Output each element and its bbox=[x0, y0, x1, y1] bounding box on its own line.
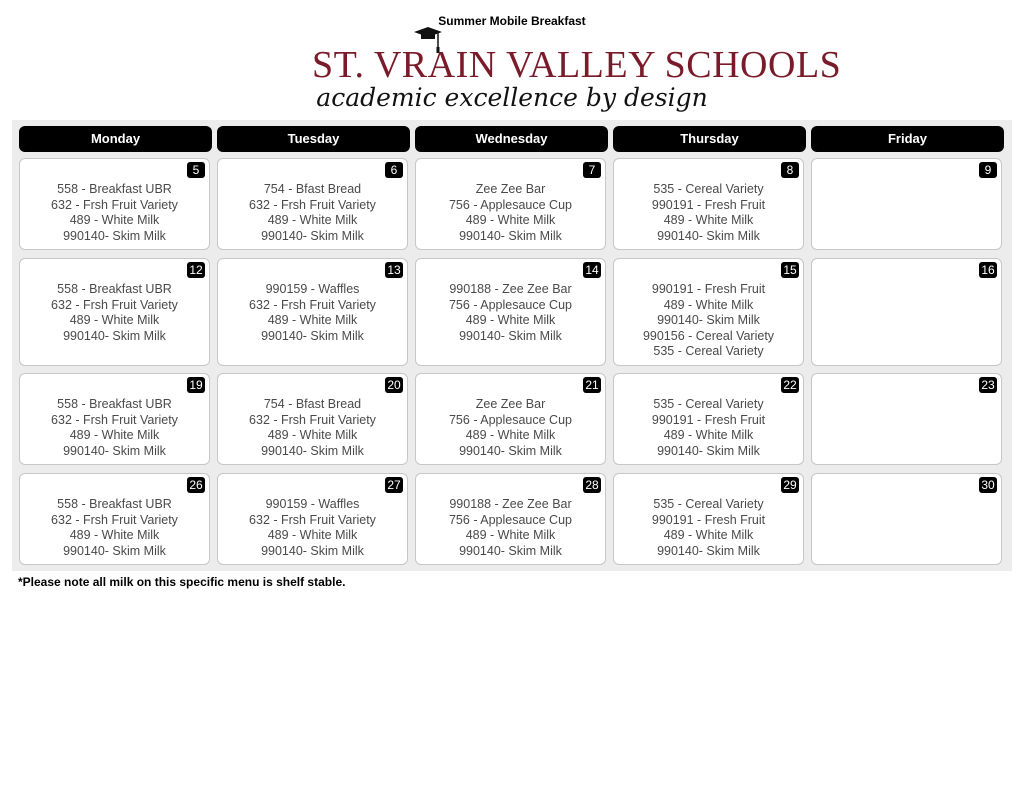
calendar-day-cell bbox=[19, 373, 210, 465]
school-logo bbox=[312, 26, 842, 116]
menu-item: 632 - Frsh Fruit Variety bbox=[249, 412, 376, 427]
day-number-badge: 7 bbox=[583, 162, 601, 178]
menu-item: 489 - White Milk bbox=[267, 213, 358, 227]
menu-items-list bbox=[20, 497, 209, 559]
day-number-badge: 9 bbox=[979, 162, 997, 178]
day-number-badge: 12 bbox=[187, 262, 205, 278]
menu-item: 489 - White Milk bbox=[465, 528, 556, 542]
menu-item: 990140- Skim Milk bbox=[459, 543, 562, 558]
menu-items-list bbox=[218, 182, 407, 244]
menu-item: 990140- Skim Milk bbox=[63, 328, 166, 343]
day-number-badge: 5 bbox=[187, 162, 205, 178]
menu-item: 756 - Applesauce Cup bbox=[448, 512, 572, 527]
menu-item: 990159 - Waffles bbox=[265, 282, 360, 296]
calendar-day-cell bbox=[415, 373, 606, 465]
day-header-friday: Friday bbox=[811, 126, 1004, 152]
menu-item: 990140- Skim Milk bbox=[261, 328, 364, 343]
menu-items-list bbox=[20, 282, 209, 344]
day-number-badge: 15 bbox=[781, 262, 799, 278]
day-number-badge: 21 bbox=[583, 377, 601, 393]
menu-item: 632 - Frsh Fruit Variety bbox=[51, 197, 178, 212]
menu-items-list bbox=[20, 397, 209, 459]
calendar-day-cell bbox=[217, 158, 408, 250]
menu-item: 558 - Breakfast UBR bbox=[57, 397, 172, 411]
calendar-day-cell bbox=[19, 473, 210, 565]
day-header-tuesday: Tuesday bbox=[217, 126, 410, 152]
menu-item: 990140- Skim Milk bbox=[459, 328, 562, 343]
menu-item: 990140- Skim Milk bbox=[63, 443, 166, 458]
menu-item: 990140- Skim Milk bbox=[657, 313, 760, 327]
menu-item: 489 - White Milk bbox=[465, 428, 556, 442]
menu-item: 489 - White Milk bbox=[69, 528, 160, 542]
menu-item: 990140- Skim Milk bbox=[261, 228, 364, 243]
menu-item: 489 - White Milk bbox=[267, 313, 358, 327]
logo-tagline: academic excellence by design bbox=[316, 83, 708, 112]
menu-item: 489 - White Milk bbox=[663, 428, 754, 442]
calendar-day-cell bbox=[613, 258, 804, 366]
menu-item: 535 - Cereal Variety bbox=[653, 497, 764, 511]
logo-wordmark: ST. VRAIN VALLEY SCHOOLS bbox=[312, 44, 842, 86]
menu-item: 990191 - Fresh Fruit bbox=[651, 412, 766, 427]
menu-item: 990159 - Waffles bbox=[265, 497, 360, 511]
menu-item: 489 - White Milk bbox=[663, 297, 754, 312]
breakfast-calendar bbox=[12, 120, 1012, 571]
menu-item: 632 - Frsh Fruit Variety bbox=[51, 512, 178, 527]
menu-item: 632 - Frsh Fruit Variety bbox=[249, 297, 376, 312]
menu-items-list bbox=[416, 397, 605, 459]
menu-item: 535 - Cereal Variety bbox=[653, 182, 764, 196]
menu-item: 489 - White Milk bbox=[465, 213, 556, 227]
day-number-badge: 26 bbox=[187, 477, 205, 493]
menu-item: 489 - White Milk bbox=[663, 213, 754, 227]
menu-title: Summer Mobile Breakfast bbox=[438, 14, 586, 28]
day-number-badge: 16 bbox=[979, 262, 997, 278]
menu-item: 990140- Skim Milk bbox=[657, 543, 760, 558]
calendar-day-cell bbox=[811, 258, 1002, 366]
day-number-badge: 19 bbox=[187, 377, 205, 393]
day-number-badge: 23 bbox=[979, 377, 997, 393]
menu-item: 990188 - Zee Zee Bar bbox=[449, 282, 572, 296]
menu-item: 990191 - Fresh Fruit bbox=[651, 512, 766, 527]
menu-item: 756 - Applesauce Cup bbox=[448, 197, 572, 212]
day-number-badge: 8 bbox=[781, 162, 799, 178]
menu-item: 489 - White Milk bbox=[267, 528, 358, 542]
menu-items-list bbox=[614, 182, 803, 244]
menu-items-list bbox=[614, 497, 803, 559]
menu-item: 632 - Frsh Fruit Variety bbox=[249, 512, 376, 527]
calendar-day-cell bbox=[613, 373, 804, 465]
day-number-badge: 29 bbox=[781, 477, 799, 493]
menu-item: 990140- Skim Milk bbox=[657, 228, 760, 243]
menu-item: 990188 - Zee Zee Bar bbox=[449, 497, 572, 511]
day-header-monday: Monday bbox=[19, 126, 212, 152]
menu-item: 756 - Applesauce Cup bbox=[448, 412, 572, 427]
menu-item: 489 - White Milk bbox=[663, 528, 754, 542]
menu-item: 756 - Applesauce Cup bbox=[448, 297, 572, 312]
day-number-badge: 22 bbox=[781, 377, 799, 393]
menu-item: 990140- Skim Milk bbox=[459, 443, 562, 458]
day-number-badge: 27 bbox=[385, 477, 403, 493]
menu-item: 990140- Skim Milk bbox=[657, 443, 760, 458]
menu-item: 990140- Skim Milk bbox=[261, 543, 364, 558]
calendar-day-cell bbox=[613, 473, 804, 565]
menu-item: 535 - Cereal Variety bbox=[653, 397, 764, 411]
shelf-stable-note: *Please note all milk on this specific menu is shelf stable. bbox=[18, 575, 346, 589]
menu-items-list bbox=[218, 397, 407, 459]
calendar-day-cell bbox=[415, 258, 606, 366]
day-header-wednesday: Wednesday bbox=[415, 126, 608, 152]
day-number-badge: 13 bbox=[385, 262, 403, 278]
calendar-day-cell bbox=[19, 158, 210, 250]
calendar-day-cell bbox=[19, 258, 210, 366]
menu-items-list bbox=[416, 282, 605, 344]
menu-item: 990140- Skim Milk bbox=[63, 228, 166, 243]
menu-item: 558 - Breakfast UBR bbox=[57, 497, 172, 511]
menu-item: 754 - Bfast Bread bbox=[263, 397, 362, 411]
menu-item: 489 - White Milk bbox=[267, 428, 358, 442]
day-header-thursday: Thursday bbox=[613, 126, 806, 152]
menu-item: 535 - Cereal Variety bbox=[653, 344, 764, 358]
calendar-day-cell bbox=[217, 258, 408, 366]
menu-items-list bbox=[416, 497, 605, 559]
menu-item: Zee Zee Bar bbox=[475, 182, 546, 196]
menu-item: 489 - White Milk bbox=[69, 313, 160, 327]
menu-item: 754 - Bfast Bread bbox=[263, 182, 362, 196]
menu-item: 558 - Breakfast UBR bbox=[57, 282, 172, 296]
calendar-day-cell bbox=[217, 473, 408, 565]
menu-item: 632 - Frsh Fruit Variety bbox=[249, 197, 376, 212]
menu-items-list bbox=[416, 182, 605, 244]
menu-items-list bbox=[614, 282, 803, 360]
day-number-badge: 28 bbox=[583, 477, 601, 493]
calendar-day-cell bbox=[217, 373, 408, 465]
menu-item: 558 - Breakfast UBR bbox=[57, 182, 172, 196]
menu-item: 489 - White Milk bbox=[465, 313, 556, 327]
menu-item: 632 - Frsh Fruit Variety bbox=[51, 297, 178, 312]
calendar-day-cell bbox=[613, 158, 804, 250]
calendar-day-cell bbox=[415, 158, 606, 250]
menu-item: 489 - White Milk bbox=[69, 428, 160, 442]
menu-items-list bbox=[218, 282, 407, 344]
calendar-day-cell bbox=[811, 158, 1002, 250]
day-number-badge: 6 bbox=[385, 162, 403, 178]
menu-item: 990191 - Fresh Fruit bbox=[651, 282, 766, 296]
menu-item: Zee Zee Bar bbox=[475, 397, 546, 411]
menu-item: 489 - White Milk bbox=[69, 213, 160, 227]
day-number-badge: 30 bbox=[979, 477, 997, 493]
day-number-badge: 20 bbox=[385, 377, 403, 393]
menu-item: 990191 - Fresh Fruit bbox=[651, 197, 766, 212]
menu-items-list bbox=[218, 497, 407, 559]
menu-item: 632 - Frsh Fruit Variety bbox=[51, 412, 178, 427]
menu-item: 990140- Skim Milk bbox=[261, 443, 364, 458]
calendar-day-cell bbox=[811, 373, 1002, 465]
menu-item: 990140- Skim Milk bbox=[459, 228, 562, 243]
menu-items-list bbox=[20, 182, 209, 244]
calendar-day-cell bbox=[415, 473, 606, 565]
menu-item: 990156 - Cereal Variety bbox=[642, 328, 775, 343]
menu-items-list bbox=[614, 397, 803, 459]
calendar-day-cell bbox=[811, 473, 1002, 565]
menu-item: 990140- Skim Milk bbox=[63, 543, 166, 558]
day-number-badge: 14 bbox=[583, 262, 601, 278]
